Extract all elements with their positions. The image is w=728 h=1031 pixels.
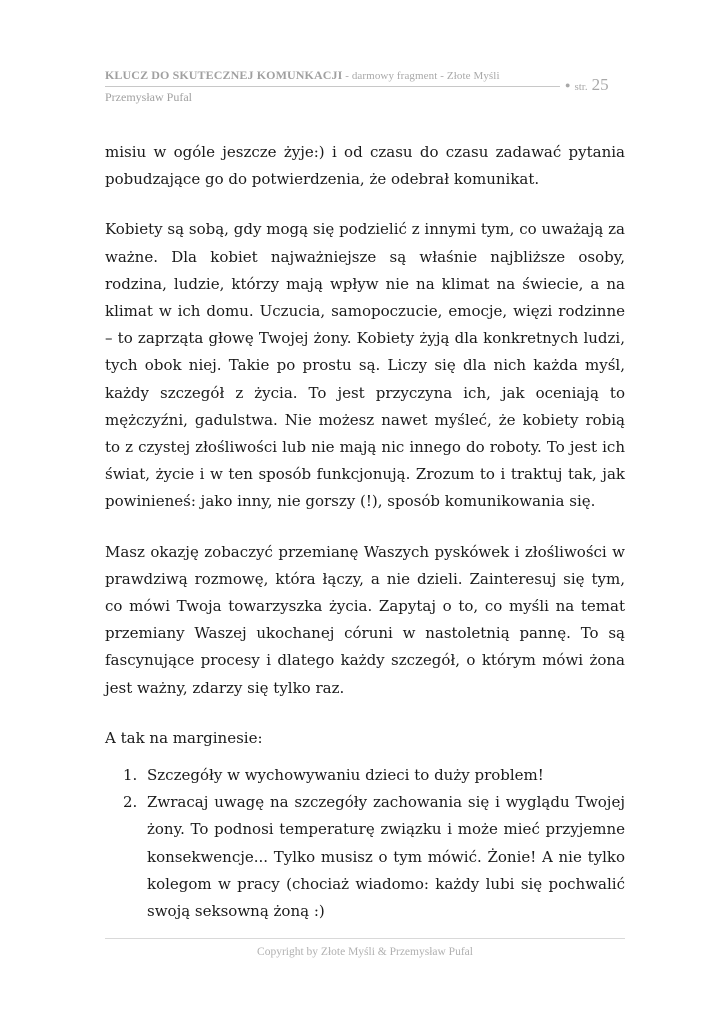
page-number: 25 xyxy=(591,75,609,94)
list-item xyxy=(105,762,625,789)
page-header xyxy=(105,68,625,104)
list-item-text: Zwracaj uwagę na szczegóły zachowania się i wyglądu Twojej żony. To podnosi temperaturę związku i może mieć przyjemne konsekwencje... Tylko musisz o tym mówić. Żonie! A nie tylko kolegom w pracy (chociaż wiadomo: każdy lubi się pochwalić swoją seksowną żoną :) xyxy=(147,793,625,921)
page-number-block xyxy=(565,75,609,95)
footer-divider xyxy=(105,938,625,939)
paragraph: misiu w ogóle jeszcze żyje:) i od czasu do czasu zadawać pytania pobudzające go do potwierdzenia, że odebrał komunikat. xyxy=(105,143,625,189)
header-divider xyxy=(105,86,560,87)
paragraph: A tak na marginesie: xyxy=(105,728,263,747)
page-label: str. xyxy=(574,81,588,93)
list-marker: 1. xyxy=(123,766,138,784)
list-item-text: Szczegóły w wychowywaniu dzieci to duży problem! xyxy=(147,766,544,784)
header-book-title: KLUCZ DO SKUTECZNEJ KOMUNKACJI xyxy=(105,68,343,82)
footer-copyright: Copyright by Złote Myśli & Przemysław Pufal xyxy=(257,946,473,958)
list-item xyxy=(105,789,625,925)
numbered-list xyxy=(105,762,625,925)
bullet-dot-icon: ● xyxy=(565,80,571,90)
header-title xyxy=(105,68,625,83)
list-marker: 2. xyxy=(123,793,138,812)
paragraph: Masz okazję zobaczyć przemianę Waszych pyskówek i złośliwości w prawdziwą rozmowę, która łączy, a nie dzieli. Zainteresuj się tym, co mówi Twoja towarzyszka życia. Zapytaj o to, co myśli na temat przemiany Waszej ukochanej córuni w nastoletnią pannę. To są fascynujące procesy i dlatego każdy szczegół, o którym mówi żona jest ważny, zdarzy się tylko raz. xyxy=(105,542,625,697)
header-subtitle: - darmowy fragment - Złote Myśli xyxy=(342,70,500,82)
paragraph: Kobiety są sobą, gdy mogą się podzielić z innymi tym, co uważają za ważne. Dla kobiet najważniejsze są właśnie najbliższe osoby, rodzina, ludzie, którzy mają wpływ nie na klimat na świecie, a na klimat w ich domu. Uczucia, samopoczucie, emocje, więzi rodzinne – to zaprząta głowę Twojej żony. Kobiety żyją dla konkretnych ludzi, tych obok niej. Takie po prostu są. Liczy się dla nich każda myśl, każdy szczegół z życia. To jest przyczyna ich, jak oceniają to mężczyźni, gadulstwa. Nie możesz nawet myśleć, że kobiety robią to z czystej złośliwości lub nie mają nic innego do roboty. To jest ich świat, życie i w ten sposób funkcjonują. Zrozum to i traktuj tak, jak powinieneś: jako inny, nie gorszy (!), sposób komunikowania się. xyxy=(105,220,625,511)
body-text xyxy=(105,139,625,775)
header-author: Przemysław Pufal xyxy=(105,90,192,104)
